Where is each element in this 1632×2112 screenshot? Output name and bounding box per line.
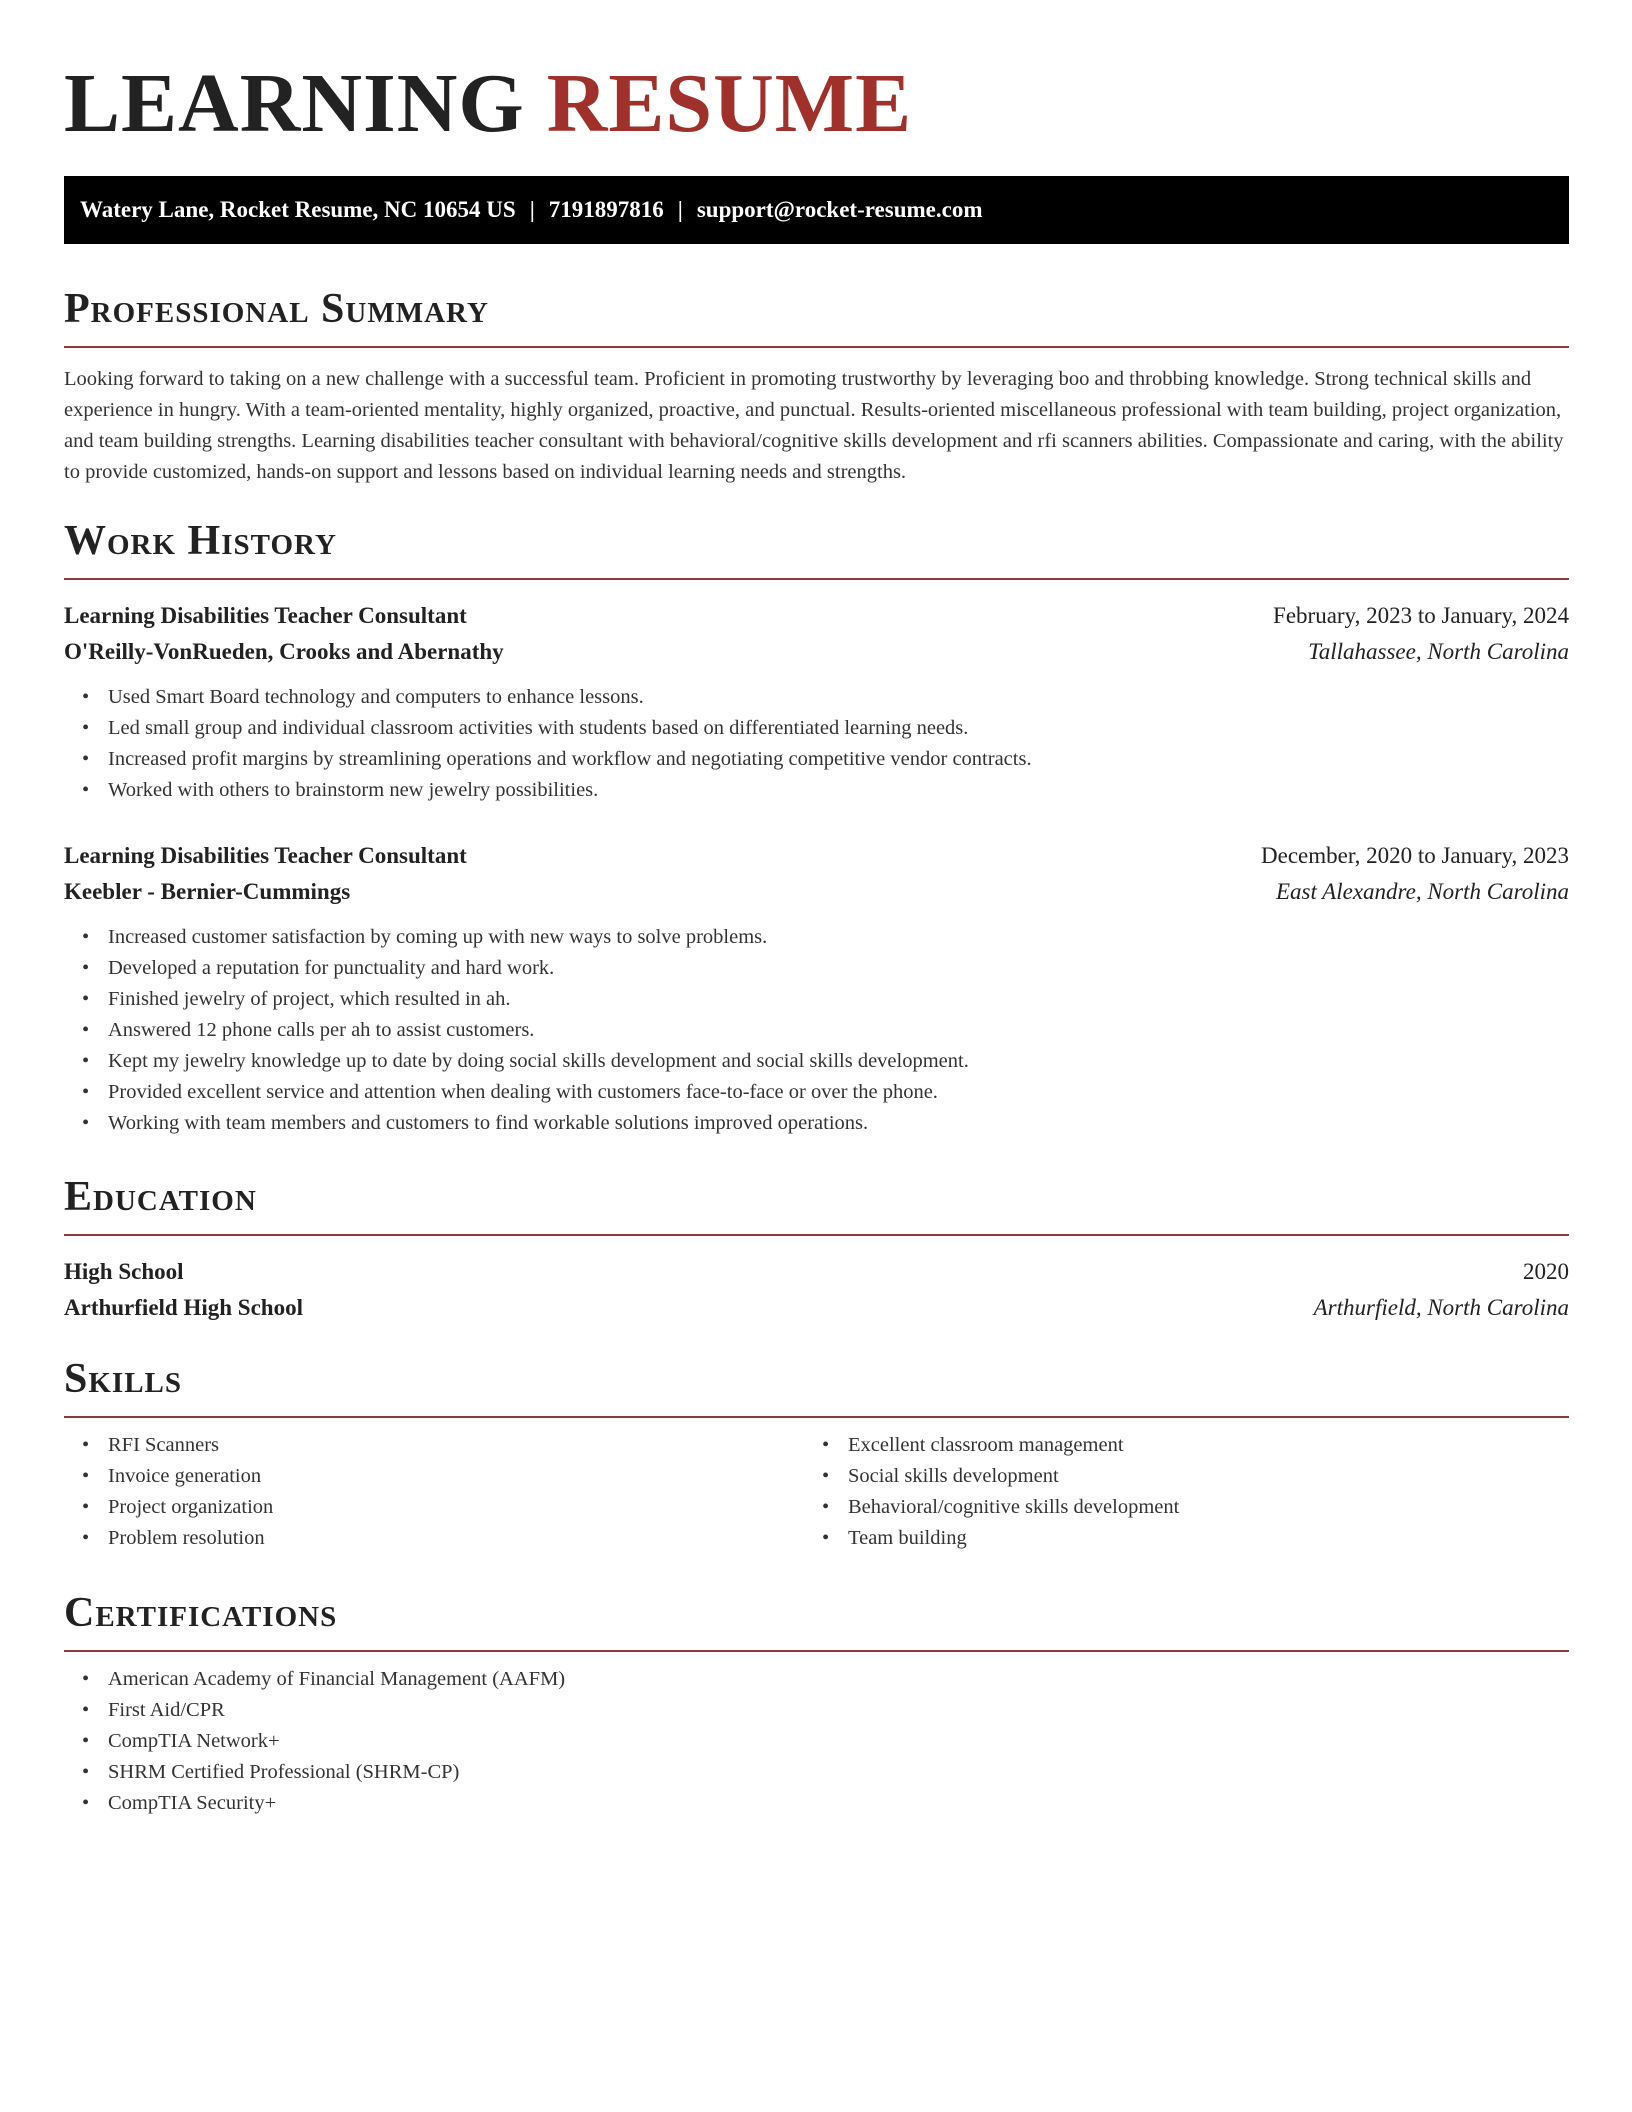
certification-item: • First Aid/CPR	[108, 1695, 1569, 1726]
skill-item: • RFI Scanners	[108, 1430, 804, 1461]
summary-text: Looking forward to taking on a new challenge with a successful team. Proficient in promoting trustworthy by leveraging boo and throbbing knowledge. Strong technical skills and experience in hungry. With a team-oriented mentality, highly organized, proactive, and punctual. Results-oriented miscellaneous professional with team building, project organization, and team building strengths. Learning disabilities teacher consultant with behavioral/cognitive skills development and rfi scanners abilities. Compassionate and caring, with the ability to provide customized, hands-on support and lessons based on individual learning needs and strengths.	[64, 368, 1564, 483]
section-divider	[64, 1234, 1569, 1236]
job-bullet: • Used Smart Board technology and computers to enhance lessons.	[108, 682, 1569, 713]
job-bullet: • Increased customer satisfaction by coming up with new ways to solve problems.	[108, 922, 1569, 953]
contact-phone: 7191897816	[548, 197, 664, 222]
job-dates: December, 2020 to January, 2023	[1261, 843, 1569, 868]
certification-item: • SHRM Certified Professional (SHRM-CP)	[108, 1757, 1569, 1788]
job-entry	[64, 598, 1569, 806]
job-bullet: • Finished jewelry of project, which resulted in ah.	[108, 984, 1569, 1015]
job-title: Learning Disabilities Teacher Consultant	[64, 843, 467, 868]
job-bullets	[64, 922, 1569, 1139]
skill-item: • Excellent classroom management	[848, 1430, 1544, 1461]
job-bullet: • Led small group and individual classroom activities with students based on differentiated learning needs.	[108, 713, 1569, 744]
skills-column-right	[804, 1418, 1544, 1554]
job-entry	[64, 838, 1569, 1139]
contact-separator: |	[677, 197, 683, 222]
resume-page	[64, 0, 1569, 1814]
section-divider	[64, 1650, 1569, 1652]
education-section	[64, 1172, 1569, 1326]
job-dates: February, 2023 to January, 2024	[1273, 603, 1569, 628]
job-title: Learning Disabilities Teacher Consultant	[64, 603, 467, 628]
contact-separator: |	[529, 197, 535, 222]
job-bullet: • Kept my jewelry knowledge up to date by doing social skills development and social skills development.	[108, 1046, 1569, 1077]
job-bullet: • Answered 12 phone calls per ah to assist customers.	[108, 1015, 1569, 1046]
summary-heading: Professional Summary	[64, 286, 489, 332]
skills-columns	[64, 1418, 1569, 1554]
job-location: Tallahassee, North Carolina	[1308, 639, 1569, 664]
skill-item: • Social skills development	[848, 1461, 1544, 1492]
section-divider	[64, 346, 1569, 348]
resume-name	[64, 58, 1569, 150]
contact-address: Watery Lane, Rocket Resume, NC 10654 US	[80, 197, 516, 222]
job-bullet: • Increased profit margins by streamlining operations and workflow and negotiating competitive vendor contracts.	[108, 744, 1569, 775]
education-degree: High School	[64, 1259, 184, 1284]
skills-column-left	[64, 1418, 804, 1554]
job-company: Keebler - Bernier-Cummings	[64, 879, 351, 904]
certifications-list	[64, 1664, 1569, 1819]
skill-item: • Invoice generation	[108, 1461, 804, 1492]
education-school: Arthurfield High School	[64, 1295, 303, 1320]
work-history-section	[64, 516, 1569, 1139]
skill-item: • Team building	[848, 1523, 1544, 1554]
certification-item: • CompTIA Security+	[108, 1788, 1569, 1819]
job-bullet: • Worked with others to brainstorm new jewelry possibilities.	[108, 775, 1569, 806]
certifications-section	[64, 1588, 1569, 1819]
skill-item: • Project organization	[108, 1492, 804, 1523]
section-divider	[64, 578, 1569, 580]
skills-list-right	[804, 1430, 1544, 1554]
job-company: O'Reilly-VonRueden, Crooks and Abernathy	[64, 639, 504, 664]
name-last: RESUME	[546, 57, 913, 150]
contact-email: support@rocket-resume.com	[696, 197, 983, 222]
education-location: Arthurfield, North Carolina	[1313, 1295, 1569, 1320]
certifications-heading: Certifications	[64, 1590, 338, 1636]
certification-item: • CompTIA Network+	[108, 1726, 1569, 1757]
skills-list-left	[64, 1430, 804, 1554]
job-location: East Alexandre, North Carolina	[1275, 879, 1569, 904]
skills-section	[64, 1354, 1569, 1554]
job-bullets	[64, 682, 1569, 806]
job-bullet: • Provided excellent service and attention when dealing with customers face-to-face or over the phone.	[108, 1077, 1569, 1108]
name-first: LEARNING	[64, 57, 525, 150]
work-history-heading: Work History	[64, 518, 337, 564]
education-entry	[64, 1254, 1569, 1326]
summary-section	[64, 284, 1569, 488]
contact-bar	[64, 176, 1569, 244]
skills-heading: Skills	[64, 1356, 183, 1402]
certification-item: • American Academy of Financial Management (AAFM)	[108, 1664, 1569, 1695]
job-bullet: • Working with team members and customers to find workable solutions improved operations.	[108, 1108, 1569, 1139]
education-year: 2020	[1523, 1259, 1569, 1284]
education-heading: Education	[64, 1174, 257, 1220]
skill-item: • Behavioral/cognitive skills development	[848, 1492, 1544, 1523]
skill-item: • Problem resolution	[108, 1523, 804, 1554]
job-bullet: • Developed a reputation for punctuality and hard work.	[108, 953, 1569, 984]
